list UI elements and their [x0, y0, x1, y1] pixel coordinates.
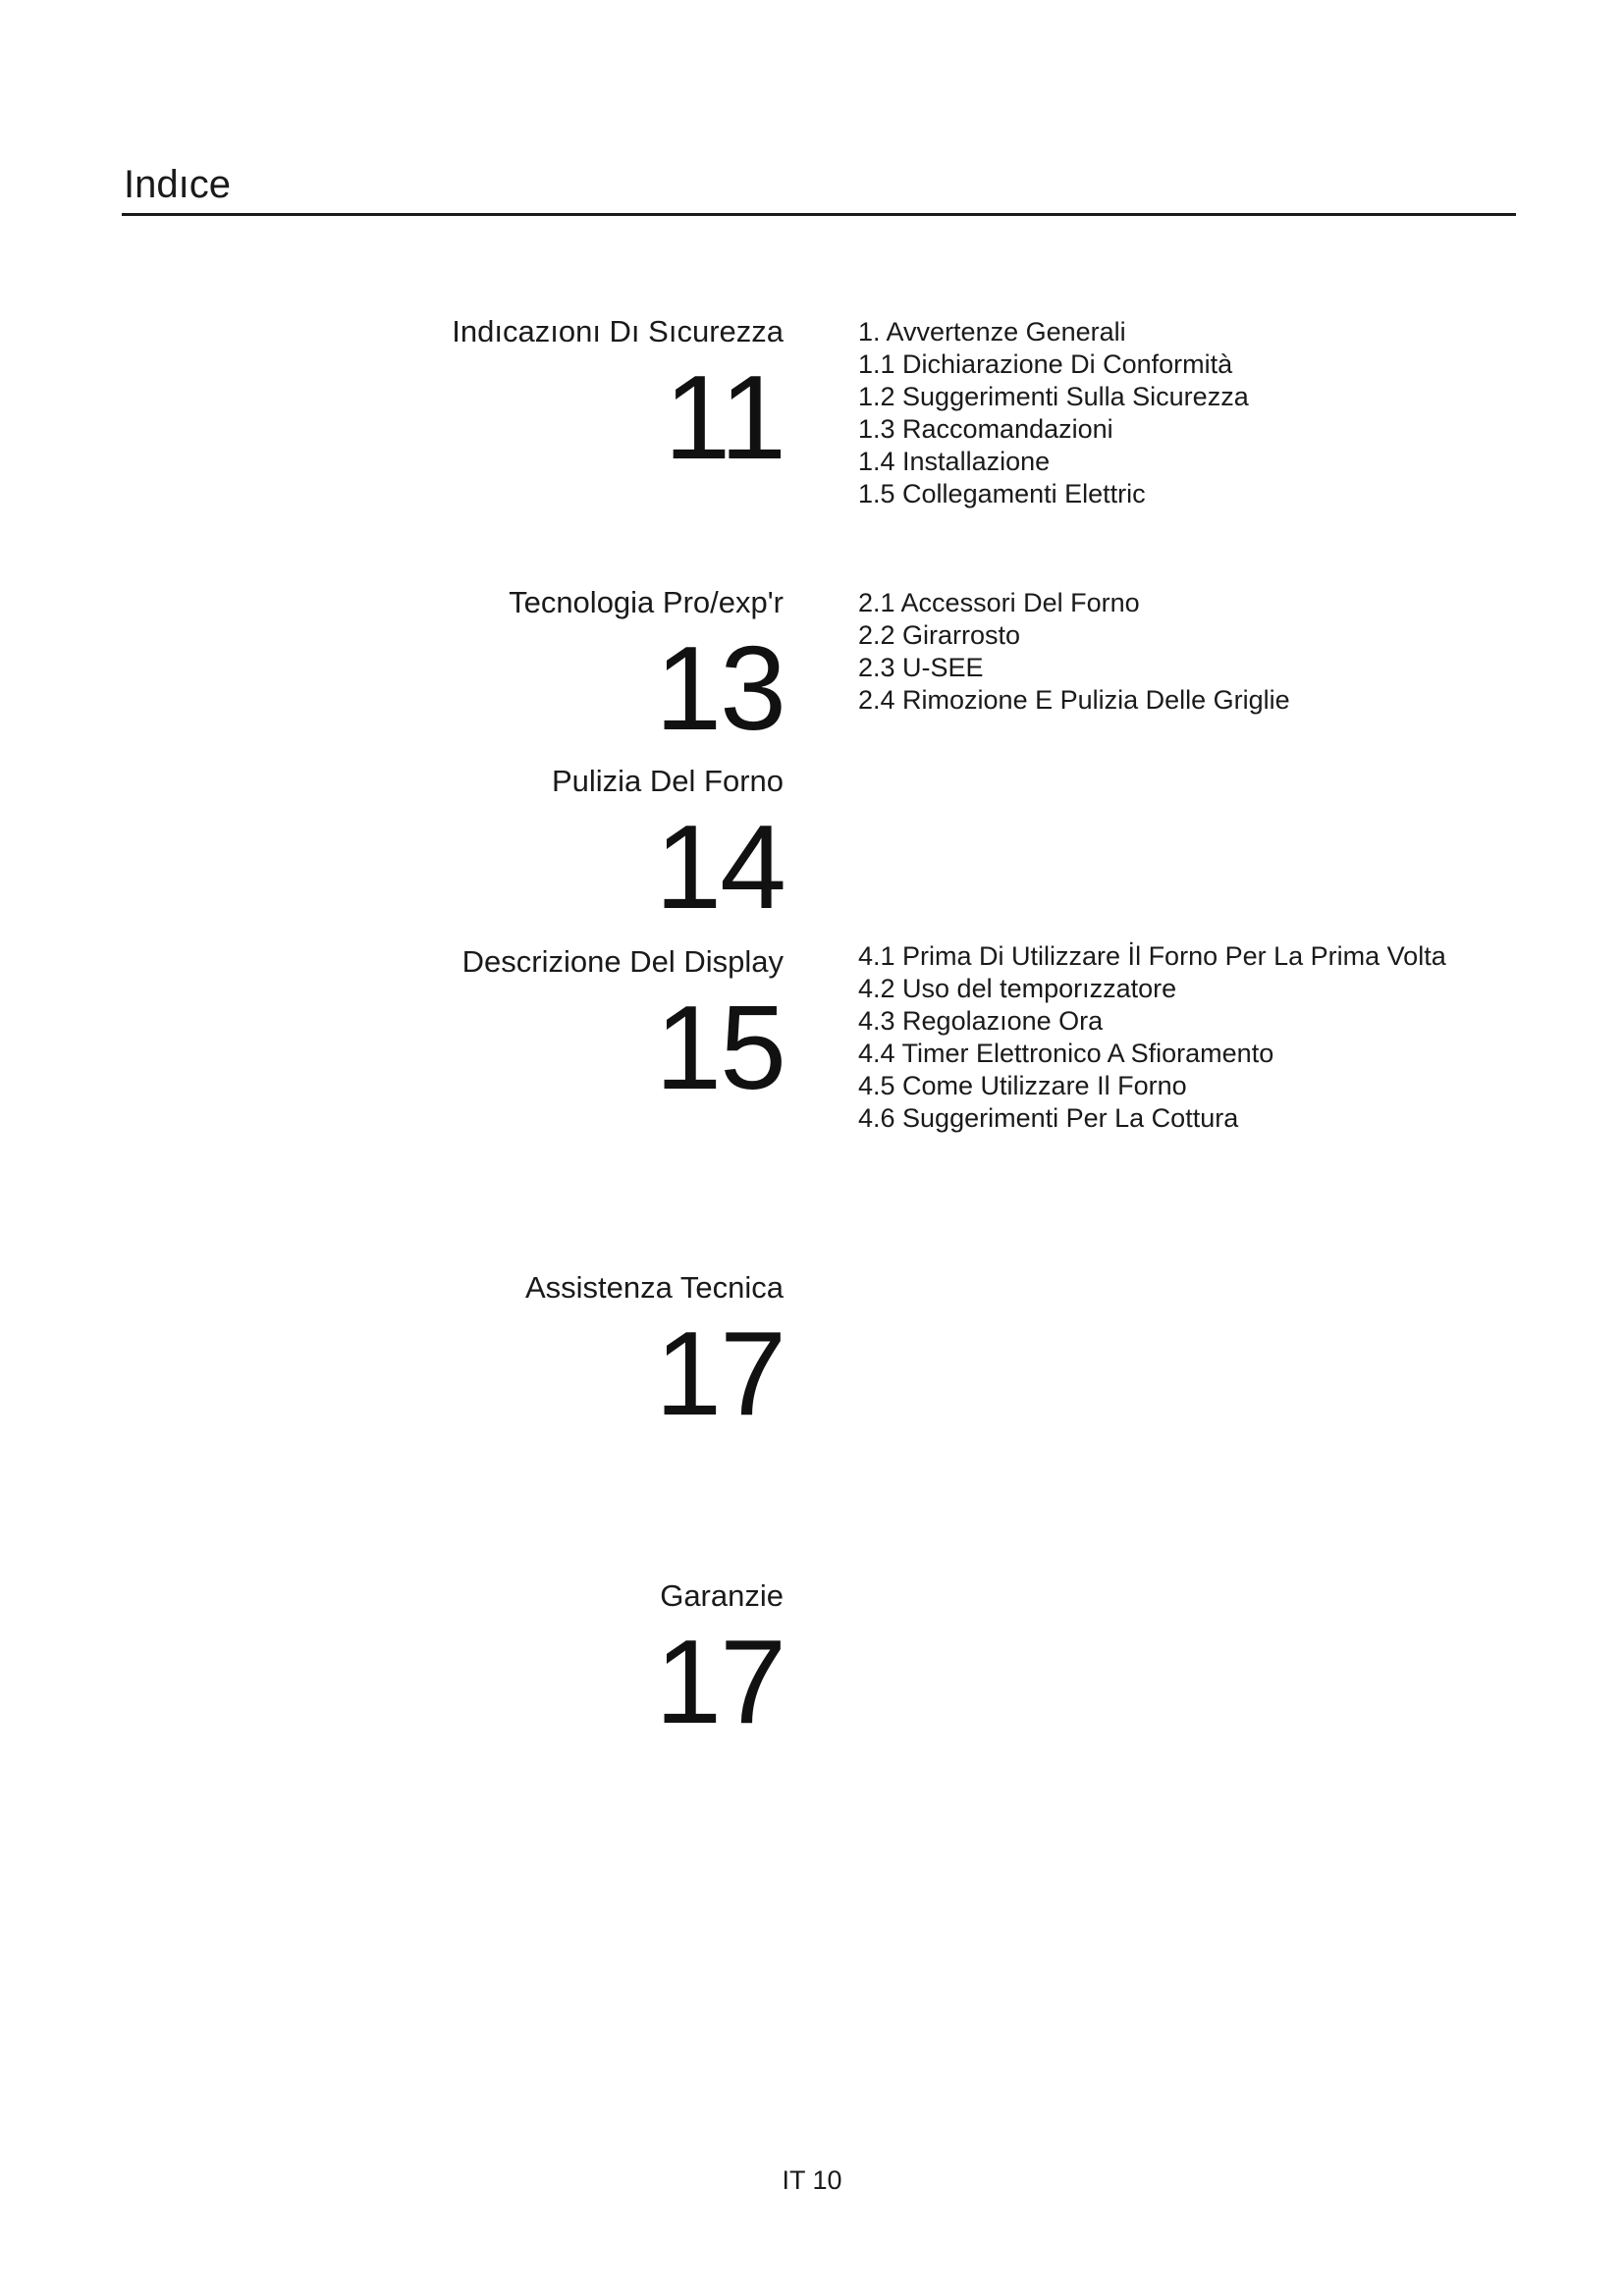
subitem[interactable]: 4.2 Uso del temporızzatore — [858, 974, 1177, 1003]
subitem[interactable]: 1.4 Installazione — [858, 447, 1051, 476]
subitem[interactable]: 4.6 Suggerimenti Per La Cottura — [858, 1103, 1239, 1133]
section-title[interactable]: Tecnologia Pro/exp'r — [509, 585, 784, 619]
subitem[interactable]: 4.1 Prima Di Utilizzare İl Forno Per La Prima Volta — [858, 941, 1446, 971]
subitem[interactable]: 2.1 Accessori Del Forno — [858, 588, 1140, 617]
subitem[interactable]: 1.3 Raccomandazioni — [858, 414, 1113, 444]
subitem[interactable]: 1.2 Suggerimenti Sulla Sicurezza — [858, 382, 1249, 411]
subitem[interactable]: 2.2 Girarrosto — [858, 620, 1021, 650]
section-page-number: 14 — [655, 800, 785, 934]
section-page-number: 15 — [655, 981, 785, 1114]
subitem[interactable]: 1.1 Dichiarazione Di Conformità — [858, 349, 1233, 379]
subitem[interactable]: 2.3 U-SEE — [858, 653, 984, 682]
subitem-list — [858, 587, 1290, 717]
subitem[interactable]: 4.4 Timer Elettronico A Sfioramento — [858, 1039, 1274, 1068]
subitem-list — [858, 316, 1249, 510]
section-page-number: 17 — [655, 1307, 785, 1440]
page-title: Indıce — [124, 163, 231, 206]
subitem[interactable]: 4.5 Come Utilizzare Il Forno — [858, 1071, 1187, 1100]
section-title[interactable]: Assistenza Tecnica — [524, 1270, 784, 1305]
section-page-number: 13 — [655, 621, 785, 755]
section-page-number: 11 — [664, 350, 785, 484]
section-title[interactable]: Indıcazıonı Dı Sıcurezza — [452, 314, 784, 348]
section-title[interactable]: Pulizia Del Forno — [551, 764, 784, 798]
section-page-number: 17 — [655, 1615, 785, 1748]
subitem[interactable]: 1.5 Collegamenti Elettric — [858, 479, 1146, 508]
subitem-list — [858, 940, 1446, 1135]
subitem[interactable]: 1. Avvertenze Generali — [858, 317, 1126, 347]
subitem[interactable]: 2.4 Rimozione E Pulizia Delle Griglie — [858, 685, 1290, 715]
section-title[interactable]: Garanzie — [660, 1578, 784, 1613]
section-title[interactable]: Descrizione Del Display — [461, 944, 784, 979]
subitem[interactable]: 4.3 Regolazıone Ora — [858, 1006, 1104, 1036]
page-footer-number: IT 10 — [782, 2165, 842, 2195]
title-underline — [122, 213, 1516, 216]
